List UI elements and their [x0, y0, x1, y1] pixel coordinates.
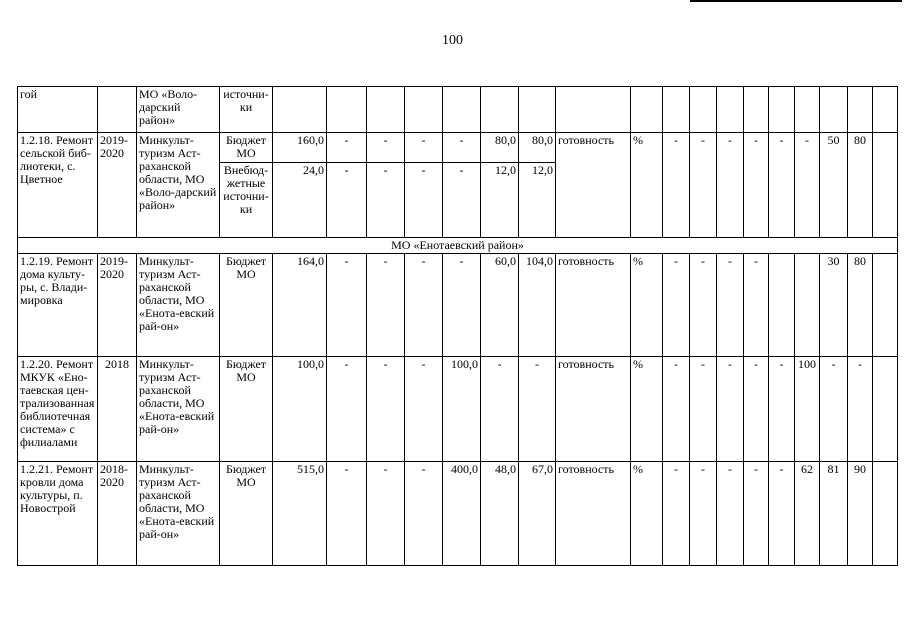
value-cell: -	[405, 163, 443, 238]
unit-cell: %	[631, 357, 663, 462]
value-cell: -	[327, 133, 367, 163]
target-cell: -	[690, 254, 717, 357]
indicator-cell: готовность	[556, 133, 631, 238]
value-cell: -	[367, 133, 405, 163]
target-cell: 50	[820, 133, 848, 238]
period-cell: 2019-2020	[98, 133, 137, 238]
target-cell: -	[744, 254, 769, 357]
value-cell: 80,0	[519, 133, 556, 163]
target-cell	[769, 254, 795, 357]
value-cell	[327, 87, 367, 133]
target-cell: -	[717, 357, 744, 462]
unit-cell: %	[631, 133, 663, 238]
table-row	[18, 87, 898, 133]
value-cell: 67,0	[519, 462, 556, 566]
target-cell	[663, 87, 690, 133]
target-cell	[873, 462, 898, 566]
unit-cell: %	[631, 254, 663, 357]
target-cell: -	[690, 133, 717, 238]
source-cell: Бюджет МО	[220, 357, 273, 462]
section-row	[18, 238, 898, 254]
value-cell	[519, 87, 556, 133]
page-number: 100	[442, 33, 463, 48]
target-cell: -	[690, 462, 717, 566]
target-cell: -	[769, 357, 795, 462]
measure-name-cell: 1.2.18. Ремонт сельской биб-лиотеки, с. Цветное	[18, 133, 98, 238]
value-cell: -	[367, 163, 405, 238]
value-cell: -	[405, 462, 443, 566]
period-cell: 2019-2020	[98, 254, 137, 357]
executor-cell: Минкульт-туризм Аст-раханской области, МО «Енота-евский рай-он»	[137, 462, 220, 566]
source-cell: источни-ки	[220, 87, 273, 133]
value-cell	[367, 87, 405, 133]
value-cell: -	[443, 133, 481, 163]
target-cell: -	[848, 357, 873, 462]
source-cell: Бюджет МО	[220, 133, 273, 163]
target-cell: -	[717, 462, 744, 566]
value-cell: -	[405, 133, 443, 163]
indicator-cell: готовность	[556, 357, 631, 462]
period-cell: 2018-2020	[98, 462, 137, 566]
value-cell: 60,0	[481, 254, 519, 357]
indicator-cell: готовность	[556, 254, 631, 357]
target-cell	[717, 87, 744, 133]
measure-name-cell: 1.2.20. Ремонт МКУК «Ено-таевская цен-трализованная библиотечная система» с филиалами	[18, 357, 98, 462]
target-cell: 80	[848, 254, 873, 357]
target-cell	[795, 87, 820, 133]
value-cell: -	[327, 357, 367, 462]
value-cell: -	[367, 254, 405, 357]
value-cell	[405, 87, 443, 133]
target-cell: -	[690, 357, 717, 462]
target-cell	[873, 357, 898, 462]
target-cell	[795, 254, 820, 357]
value-cell	[481, 87, 519, 133]
section-title: МО «Енотаевский район»	[18, 238, 898, 254]
value-cell: -	[481, 357, 519, 462]
target-cell: 30	[820, 254, 848, 357]
value-cell: 12,0	[519, 163, 556, 238]
target-cell: -	[744, 357, 769, 462]
source-cell: Бюджет МО	[220, 462, 273, 566]
executor-cell: Минкульт-туризм Аст-раханской области, МО «Енота-евский рай-он»	[137, 357, 220, 462]
executor-cell: Минкульт-туризм Аст-раханской области, МО «Енота-евский рай-он»	[137, 254, 220, 357]
target-cell: -	[795, 133, 820, 238]
indicator-cell: готовность	[556, 462, 631, 566]
source-cell: Внебюд-жетные источни-ки	[220, 163, 273, 238]
target-cell: -	[744, 462, 769, 566]
value-cell: -	[327, 163, 367, 238]
target-cell: -	[744, 133, 769, 238]
value-cell: -	[327, 462, 367, 566]
target-cell: 100	[795, 357, 820, 462]
target-cell: 90	[848, 462, 873, 566]
table-row	[18, 357, 898, 462]
target-cell	[848, 87, 873, 133]
target-cell	[769, 87, 795, 133]
value-cell: -	[367, 357, 405, 462]
target-cell	[744, 87, 769, 133]
target-cell: -	[717, 254, 744, 357]
executor-cell: МО «Воло-дарский район»	[137, 87, 220, 133]
target-cell	[690, 87, 717, 133]
target-cell: -	[769, 462, 795, 566]
indicator-cell	[556, 87, 631, 133]
unit-cell	[631, 87, 663, 133]
value-cell: 24,0	[273, 163, 327, 238]
value-cell: -	[443, 163, 481, 238]
value-cell: 48,0	[481, 462, 519, 566]
source-cell: Бюджет МО	[220, 254, 273, 357]
value-cell: 12,0	[481, 163, 519, 238]
target-cell: -	[663, 357, 690, 462]
target-cell: 81	[820, 462, 848, 566]
value-cell: -	[519, 357, 556, 462]
value-cell: -	[327, 254, 367, 357]
executor-cell: Минкульт-туризм Аст-раханской области, МО «Воло-дарский район»	[137, 133, 220, 238]
target-cell	[873, 87, 898, 133]
target-cell	[873, 254, 898, 357]
target-cell	[873, 133, 898, 238]
value-cell	[443, 87, 481, 133]
value-cell: 104,0	[519, 254, 556, 357]
value-cell: 515,0	[273, 462, 327, 566]
target-cell: -	[663, 462, 690, 566]
target-cell: -	[769, 133, 795, 238]
table-row	[18, 462, 898, 566]
table-row	[18, 254, 898, 357]
target-cell: -	[663, 133, 690, 238]
value-cell: 100,0	[273, 357, 327, 462]
program-table	[17, 86, 898, 566]
value-cell: 160,0	[273, 133, 327, 163]
measure-name-cell: 1.2.19. Ремонт дома культу-ры, с. Влади-мировка	[18, 254, 98, 357]
target-cell	[820, 87, 848, 133]
value-cell: 164,0	[273, 254, 327, 357]
period-cell: 2018	[98, 357, 137, 462]
target-cell: -	[820, 357, 848, 462]
value-cell: -	[367, 462, 405, 566]
period-cell	[98, 87, 137, 133]
value-cell: 100,0	[443, 357, 481, 462]
measure-name-cell: 1.2.21. Ремонт кровли дома культуры, п. Новострой	[18, 462, 98, 566]
value-cell	[273, 87, 327, 133]
value-cell: 400,0	[443, 462, 481, 566]
value-cell: -	[443, 254, 481, 357]
table-row	[18, 133, 898, 163]
target-cell: -	[663, 254, 690, 357]
target-cell: 80	[848, 133, 873, 238]
target-cell: -	[717, 133, 744, 238]
top-rule	[690, 0, 902, 2]
value-cell: -	[405, 254, 443, 357]
unit-cell: %	[631, 462, 663, 566]
value-cell: -	[405, 357, 443, 462]
measure-name-cell: гой	[18, 87, 98, 133]
target-cell: 62	[795, 462, 820, 566]
value-cell: 80,0	[481, 133, 519, 163]
